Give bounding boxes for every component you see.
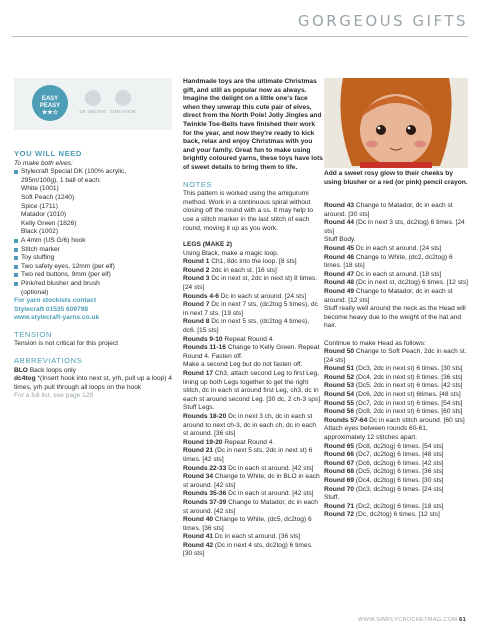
intro-text: Handmade toys are the ultimate Christmas gift, and still as popular now as always. Imagine the delight on a little one's face when they unwrap this cute pair of elves, direct from the North Pole! Jolly Jingles and Twinkle Toe-Bells have finished their work for the year, and now they're ready to kick back, relax and enjoy Christmas with you and your family. Great fun to make using brightly coloured yarns, these toys have lots of sweet details to bring them to life. bbox=[183, 78, 323, 171]
instruction-line: Round 49 Change to Matador, dc in each st around. [12 sts] bbox=[324, 287, 453, 304]
section-title: GORGEOUS GIFTS bbox=[297, 12, 468, 30]
list-item: Matador (1010) bbox=[21, 211, 67, 219]
instruction-line bbox=[324, 331, 468, 340]
star-rating-icon: ★★☆ bbox=[41, 110, 59, 116]
notes-text: This pattern is worked using the amigurumi method. Work in a continuous spiral without closing off the round with a ss. It may help to use a stitch marker in the last stitch of each round, moving it up as you work. bbox=[183, 190, 313, 232]
stockist-contact: For yarn stockists contact bbox=[14, 297, 97, 305]
instruction-line: Stuff really well around the neck as the Head will become heavy due to the weight of the hat and hair. bbox=[324, 305, 466, 330]
instruction-line: Stuff Legs. bbox=[183, 404, 215, 412]
elf-illustration bbox=[324, 78, 468, 168]
instruction-line: Round 47 Dc in each st around. [18 sts] bbox=[324, 270, 442, 278]
stockist-url[interactable]: www.stylecraft-yarns.co.uk bbox=[14, 314, 100, 322]
badge-line1: EASY bbox=[41, 96, 59, 102]
notes-heading: NOTES bbox=[183, 179, 213, 189]
instruction-line: Round 52 (Dc4, 2dc in next st) 6 times. [36 sts] bbox=[324, 373, 463, 381]
photo-caption: Add a sweet rosy glow to their cheeks by using blusher or a red (or pink) pencil crayon. bbox=[324, 170, 468, 186]
list-item: Soft Peach (1240) bbox=[21, 193, 75, 201]
list-item: Kelly Green (1826) bbox=[21, 219, 77, 227]
instruction-line: Round 42 (Dc in next 4 sts, dc2tog) 6 times. [30 sts] bbox=[183, 541, 313, 558]
instruction-line: Round 56 (Dc8, 2dc in next st) 6 times. [60 sts] bbox=[324, 408, 463, 416]
instruction-line: Round 21 (Dc in next 5 sts, 2dc in next st) 6 times. [42 sts] bbox=[183, 447, 313, 463]
instruction-line: Rounds 11-16 Change to Kelly Green. Repeat Round 4. Fasten off. bbox=[183, 344, 320, 360]
instruction-line: Round 44 (Dc in next 3 sts, dc2tog) 6 times. [24 sts] bbox=[324, 219, 465, 235]
instruction-line: Round 65 (Dc8, dc2tog) 6 times. [54 sts] bbox=[324, 442, 444, 450]
hook-icon bbox=[115, 90, 131, 106]
instruction-line: Round 45 Dc in each st around. [24 sts] bbox=[324, 244, 442, 252]
instruction-line: Round 70 (Dc3, dc2tog) 6 times. [24 sts] bbox=[324, 485, 444, 493]
instruction-line: Round 51 (Dc3, 2dc in next st) 6 times. [30 sts] bbox=[324, 365, 463, 373]
instruction-line: Round 7 Dc in next 7 sts, (dc2tog 5 times), dc in next 7 sts. [19 sts] bbox=[183, 301, 318, 317]
weight-label: DK WEIGHT bbox=[79, 110, 107, 115]
list-item: Pink/red blusher and brush bbox=[14, 280, 172, 289]
list-item: Two safety eyes, 12mm (per elf) bbox=[14, 263, 172, 272]
instruction-line: Rounds 35-36 Dc in each st around. [42 sts] bbox=[183, 490, 314, 498]
instruction-line: Round 53 (Dc5, 2dc in next st) 6 times. [42 sts] bbox=[324, 382, 463, 390]
instruction-line: Round 54 (Dc6, 2dc in next st) 6times. [48 sts] bbox=[324, 391, 461, 399]
instruction-line: Round 34 Change to White, dc in BLO in each st around. [42 sts] bbox=[183, 473, 320, 489]
body-head-instructions bbox=[324, 202, 468, 520]
page-header bbox=[12, 12, 468, 36]
head-instructions-column bbox=[324, 202, 468, 520]
instruction-line: Round 17 Ch3, attach second Leg to first Leg, lining up both Legs together to get the right stitch, dc in each st around first Leg, ch3, dc in each st around second Leg. [30 dc, 2 ch-3 sps]. bbox=[183, 370, 322, 403]
instruction-line: Round 3 Dc in next st, 2dc in next st) 8 times. [24 sts] bbox=[183, 275, 318, 292]
instruction-line: Round 55 (Dc7, 2dc in next st) 6 times. [54 sts] bbox=[324, 399, 463, 407]
instruction-line: Rounds 57-64 Dc in each stitch around. [60 sts] bbox=[324, 416, 465, 424]
abbreviations-heading: ABBREVIATIONS bbox=[14, 356, 83, 366]
difficulty-badge bbox=[32, 85, 68, 121]
instruction-line: Round 68 (Dc5, dc2tog) 6 times. [36 sts] bbox=[324, 468, 444, 476]
instruction-line: Round 8 Dc in next 5 sts, (dc2tog 4 times), dc6. [15 sts] bbox=[183, 318, 310, 335]
materials-column bbox=[14, 150, 172, 401]
instruction-line: Round 48 (Dc in next st, dc2tog) 6 times. [12 sts] bbox=[324, 279, 469, 287]
list-item: Stylecraft Special DK (100% acrylic, bbox=[14, 168, 172, 177]
instruction-line: Round 50 Change to Soft Peach, 2dc in each st. [24 sts] bbox=[324, 348, 467, 364]
materials-list bbox=[14, 168, 172, 297]
header-divider bbox=[12, 36, 468, 37]
list-item: Stitch marker bbox=[14, 246, 172, 255]
instruction-line: Round 41 Dc in each st around. [36 sts] bbox=[183, 533, 301, 541]
abbr-blo: BLO Back loops only bbox=[14, 366, 76, 374]
instruction-line: Round 19-20 Repeat Round 4. bbox=[183, 438, 275, 446]
abbr-dc4tog: dc4tog *(Insert hook into next st, yrh, pull up a loop) 4 times, yrh pull through all loops on the hook bbox=[14, 375, 172, 391]
stockist-phone: Stylecraft 01535 609798 bbox=[14, 305, 89, 313]
instructions-column bbox=[183, 78, 323, 559]
instruction-line: Round 69 (Dc4, dc2tog) 6 times. [30 sts] bbox=[324, 477, 444, 484]
you-will-need-subtitle: To make both elves: bbox=[14, 159, 73, 167]
instruction-line: Round 43 Change to Matador, dc in each st around. [30 sts] bbox=[324, 202, 453, 218]
page-number: 61 bbox=[459, 617, 466, 623]
instruction-line: Continue to make Head as follows: bbox=[324, 339, 426, 347]
instruction-line: Rounds 18-20 Dc in next 3 ch, dc in each st around to next ch-3, dc in each ch, dc in each st around. [36 sts] bbox=[183, 412, 317, 438]
hook-label: 4MM HOOK bbox=[109, 110, 137, 115]
instruction-line: Round 1 Ch1, 8dc into the loop. [8 sts] bbox=[183, 258, 297, 266]
you-will-need-heading: YOU WILL NEED bbox=[14, 149, 82, 158]
instruction-line: Round 72 (Dc, dc2tog) 6 times. [12 sts] bbox=[324, 511, 440, 519]
list-item: Two red buttons, 9mm (per elf) bbox=[14, 271, 172, 280]
full-list-note: For a full list, see page 128 bbox=[14, 392, 94, 400]
tension-heading: TENSION bbox=[14, 329, 52, 339]
list-item: (optional) bbox=[21, 288, 49, 296]
instruction-line: Round 71 (Dc2, dc2tog) 6 times. [18 sts] bbox=[324, 502, 444, 510]
yarn-weight-icon bbox=[85, 90, 101, 106]
instruction-line: Rounds 22-33 Dc in each st around. [42 sts] bbox=[183, 464, 314, 472]
tension-text: Tension is not critical for this project bbox=[14, 340, 119, 348]
instruction-line: Rounds 4-6 Dc in each st around. [24 sts] bbox=[183, 292, 307, 300]
elf-photo bbox=[324, 78, 468, 168]
instruction-line: Make a second Leg but do not fasten off. bbox=[183, 361, 303, 369]
instruction-line: Stuff Body. bbox=[324, 236, 356, 244]
list-item: 295m/100g), 1 ball of each: bbox=[21, 176, 101, 184]
legs-heading: LEGS (MAKE 2) bbox=[183, 241, 233, 249]
instruction-line: Round 46 Change to White, (dc2, dc2tog) 6 times. [18 sts] bbox=[324, 253, 453, 270]
list-item: Spice (1711) bbox=[21, 202, 58, 210]
page-footer bbox=[358, 617, 466, 623]
instruction-line: Round 67 (Dc6, dc2tog) 6 times. [42 sts] bbox=[324, 459, 444, 467]
instruction-line: Using Black, make a magic loop. bbox=[183, 249, 279, 257]
instruction-line: Round 2 2dc in each st. [16 sts] bbox=[183, 266, 277, 274]
badge-line2: PEASY bbox=[39, 103, 61, 109]
list-item: A 4mm (US G/6) hook bbox=[14, 237, 172, 246]
list-item: Black (1002) bbox=[21, 228, 59, 236]
instruction-line: Rounds 9-10 Repeat Round 4. bbox=[183, 335, 275, 343]
instruction-line: Round 66 (Dc7, dc2tog) 6 times. [48 sts] bbox=[324, 451, 444, 459]
legs-instructions bbox=[183, 250, 323, 559]
footer-site[interactable]: WWW.SIMPLYCROCHETMAG.COM bbox=[357, 617, 458, 623]
list-item: Toy stuffing bbox=[14, 254, 172, 263]
list-item: White (1001) bbox=[21, 185, 59, 193]
instruction-line: Rounds 37-39 Change to Matador, dc in each st around. [42 sts] bbox=[183, 498, 318, 515]
instruction-line: Stuff. bbox=[324, 494, 340, 502]
instruction-line: Round 40 Change to White, (dc5, dc2tog) 6 times. [36 sts] bbox=[183, 516, 312, 532]
instruction-line: Attach eyes between rounds 60-61, approximately 12 stitches apart. bbox=[324, 425, 428, 442]
